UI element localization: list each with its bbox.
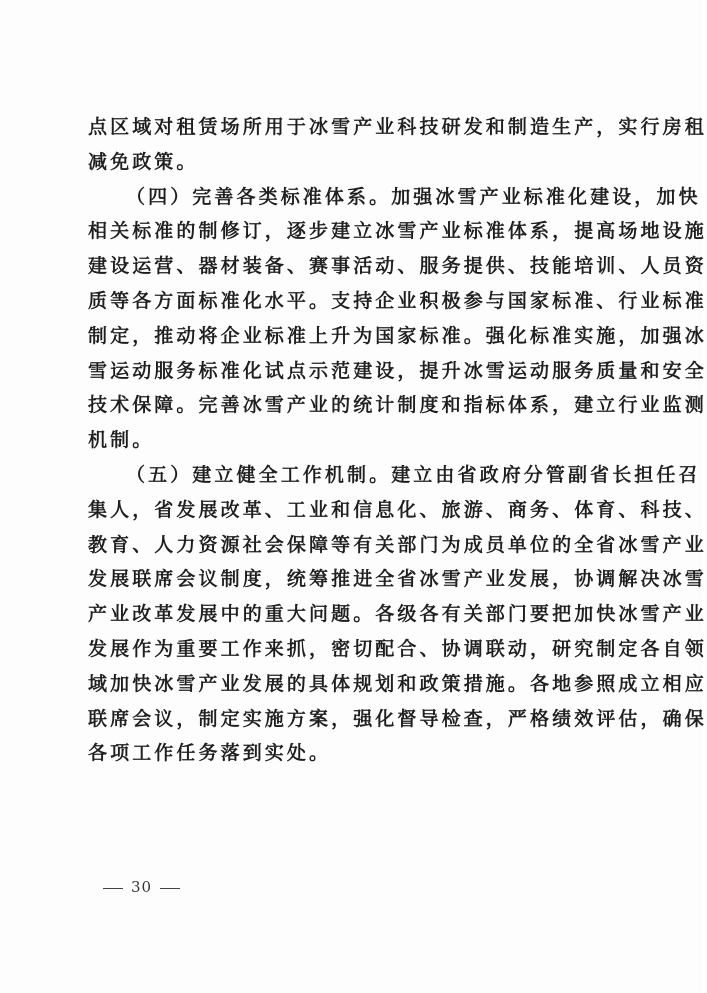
text-line: 各项工作任务落到实处。 xyxy=(88,742,332,765)
text-line: 机制。 xyxy=(88,429,155,452)
text-line: 域加快冰雪产业发展的具体规划和政策措施。各地参照成立相应 xyxy=(88,672,707,695)
text-line: 制定，推动将企业标准上升为国家标准。强化标准实施，加强冰 xyxy=(88,324,707,347)
section-heading-line: （五）建立健全工作机制。建立由省政府分管副省长担任召 xyxy=(126,463,701,486)
section-heading-line: （四）完善各类标准体系。加强冰雪产业标准化建设，加快 xyxy=(126,185,701,208)
text-line: 集人，省发展改革、工业和信息化、旅游、商务、体育、科技、 xyxy=(88,498,707,521)
text-line: 发展作为重要工作来抓，密切配合、协调联动，研究制定各自领 xyxy=(88,637,707,660)
footer-dash-right xyxy=(160,888,180,889)
text-line: 技术保障。完善冰雪产业的统计制度和指标体系，建立行业监测 xyxy=(88,394,707,417)
text-line: 联席会议，制定实施方案，强化督导检查，严格绩效评估，确保 xyxy=(88,707,707,730)
text-line: 雪运动服务标准化试点示范建设，提升冰雪运动服务质量和安全 xyxy=(88,359,707,382)
text-line: 减免政策。 xyxy=(88,150,199,173)
text-line: 质等各方面标准化水平。支持企业积极参与国家标准、行业标准 xyxy=(88,289,707,312)
text-line: 教育、人力资源社会保障等有关部门为成员单位的全省冰雪产业 xyxy=(88,533,707,556)
footer-dash-left xyxy=(103,888,123,889)
text-line: 相关标准的制修订，逐步建立冰雪产业标准体系，提高场地设施 xyxy=(88,220,707,243)
document-body xyxy=(88,110,707,771)
page-footer xyxy=(95,878,188,896)
text-line: 点区域对租赁场所用于冰雪产业科技研发和制造生产，实行房租 xyxy=(88,116,707,138)
text-line: 产业改革发展中的重大问题。各级各有关部门要把加快冰雪产业 xyxy=(88,603,707,626)
page-number: 30 xyxy=(131,878,153,896)
text-line: 建设运营、器材装备、赛事活动、服务提供、技能培训、人员资 xyxy=(88,255,707,278)
text-line: 发展联席会议制度，统筹推进全省冰雪产业发展，协调解决冰雪 xyxy=(88,568,707,591)
